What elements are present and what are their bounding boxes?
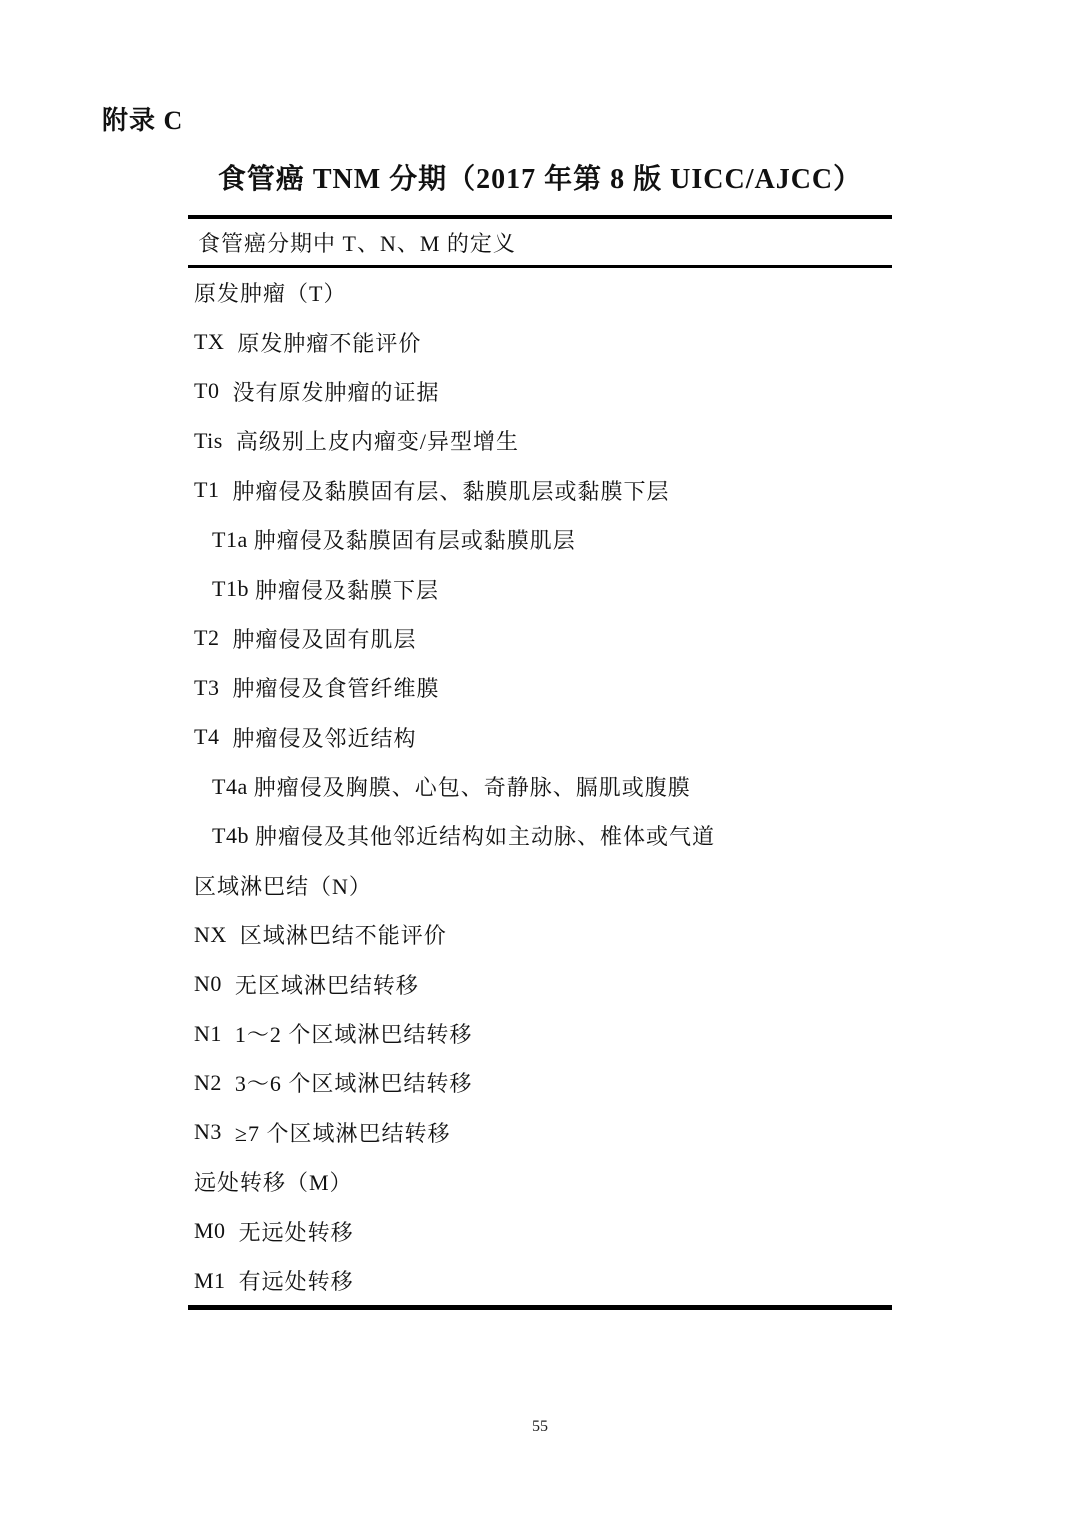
row-description: 无远处转移: [238, 1219, 354, 1245]
table-row: [188, 959, 892, 1008]
row-description: 肿瘤侵及黏膜下层: [254, 577, 439, 603]
row-code: T4b: [212, 822, 249, 848]
table-row: [188, 811, 892, 860]
table-row: [188, 614, 892, 663]
row-code: N3: [194, 1119, 222, 1145]
row-code: T1b: [212, 576, 249, 602]
row-description: 肿瘤侵及胸膜、心包、奇静脉、膈肌或腹膜: [253, 775, 691, 801]
table-row: [188, 1157, 892, 1206]
table-row: [188, 1206, 892, 1255]
table-header: 食管癌分期中 T、N、M 的定义: [188, 219, 892, 268]
row-description: 肿瘤侵及其他邻近结构如主动脉、椎体或气道: [254, 824, 715, 850]
row-description: 没有原发肿瘤的证据: [232, 379, 440, 405]
row-code: NX: [194, 921, 227, 947]
row-code: N1: [194, 1020, 222, 1046]
row-code: TX: [194, 329, 225, 355]
row-description: 区域淋巴结不能评价: [239, 923, 447, 949]
table-row: [188, 1256, 892, 1305]
page-number: 55: [532, 1418, 548, 1435]
row-code: T1: [194, 477, 220, 503]
tnm-staging-table: [188, 215, 892, 1310]
row-code: N0: [194, 971, 222, 997]
table-row: [188, 1009, 892, 1058]
table-row: [188, 317, 892, 366]
table-row: [188, 367, 892, 416]
row-description: 3～6 个区域淋巴结转移: [234, 1071, 473, 1097]
row-code: Tis: [194, 427, 223, 453]
row-description: ≥7 个区域淋巴结转移: [234, 1120, 451, 1146]
row-description: 肿瘤侵及黏膜固有层、黏膜肌层或黏膜下层: [232, 478, 670, 504]
document-title: 食管癌 TNM 分期（2017 年第 8 版 UICC/AJCC）: [217, 164, 863, 195]
row-code: M1: [194, 1267, 226, 1293]
table-row: [188, 515, 892, 564]
row-description: 高级别上皮内瘤变/异型增生: [235, 429, 519, 455]
table-row: [188, 762, 892, 811]
table-body: [188, 268, 892, 1305]
row-code: T4a: [212, 773, 248, 799]
row-code: T4: [194, 724, 220, 750]
row-code: N2: [194, 1069, 222, 1095]
row-description: 肿瘤侵及固有肌层: [232, 626, 417, 652]
row-code: T2: [194, 625, 220, 651]
table-row: [188, 663, 892, 712]
appendix-label: 附录 C: [102, 106, 184, 135]
row-code: T0: [194, 378, 220, 404]
table-row: [188, 466, 892, 515]
table-row: [188, 1058, 892, 1107]
row-description: 肿瘤侵及食管纤维膜: [232, 676, 440, 702]
table-row: [188, 1108, 892, 1157]
table-row: [188, 564, 892, 613]
table-row: [188, 268, 892, 317]
section-heading: 远处转移（M）: [194, 1170, 353, 1196]
table-row: [188, 861, 892, 910]
section-heading: 区域淋巴结（N）: [194, 873, 372, 899]
table-row: [188, 910, 892, 959]
row-description: 1～2 个区域淋巴结转移: [234, 1022, 473, 1048]
row-code: T1a: [212, 526, 248, 552]
table-row: [188, 713, 892, 762]
row-description: 肿瘤侵及邻近结构: [232, 725, 417, 751]
row-description: 有远处转移: [238, 1269, 354, 1294]
row-code: M0: [194, 1218, 226, 1244]
section-heading: 原发肿瘤（T）: [194, 281, 347, 307]
row-code: T3: [194, 674, 220, 700]
row-description: 原发肿瘤不能评价: [237, 330, 422, 356]
row-description: 无区域淋巴结转移: [234, 972, 419, 998]
table-row: [188, 416, 892, 465]
row-description: 肿瘤侵及黏膜固有层或黏膜肌层: [253, 528, 576, 554]
